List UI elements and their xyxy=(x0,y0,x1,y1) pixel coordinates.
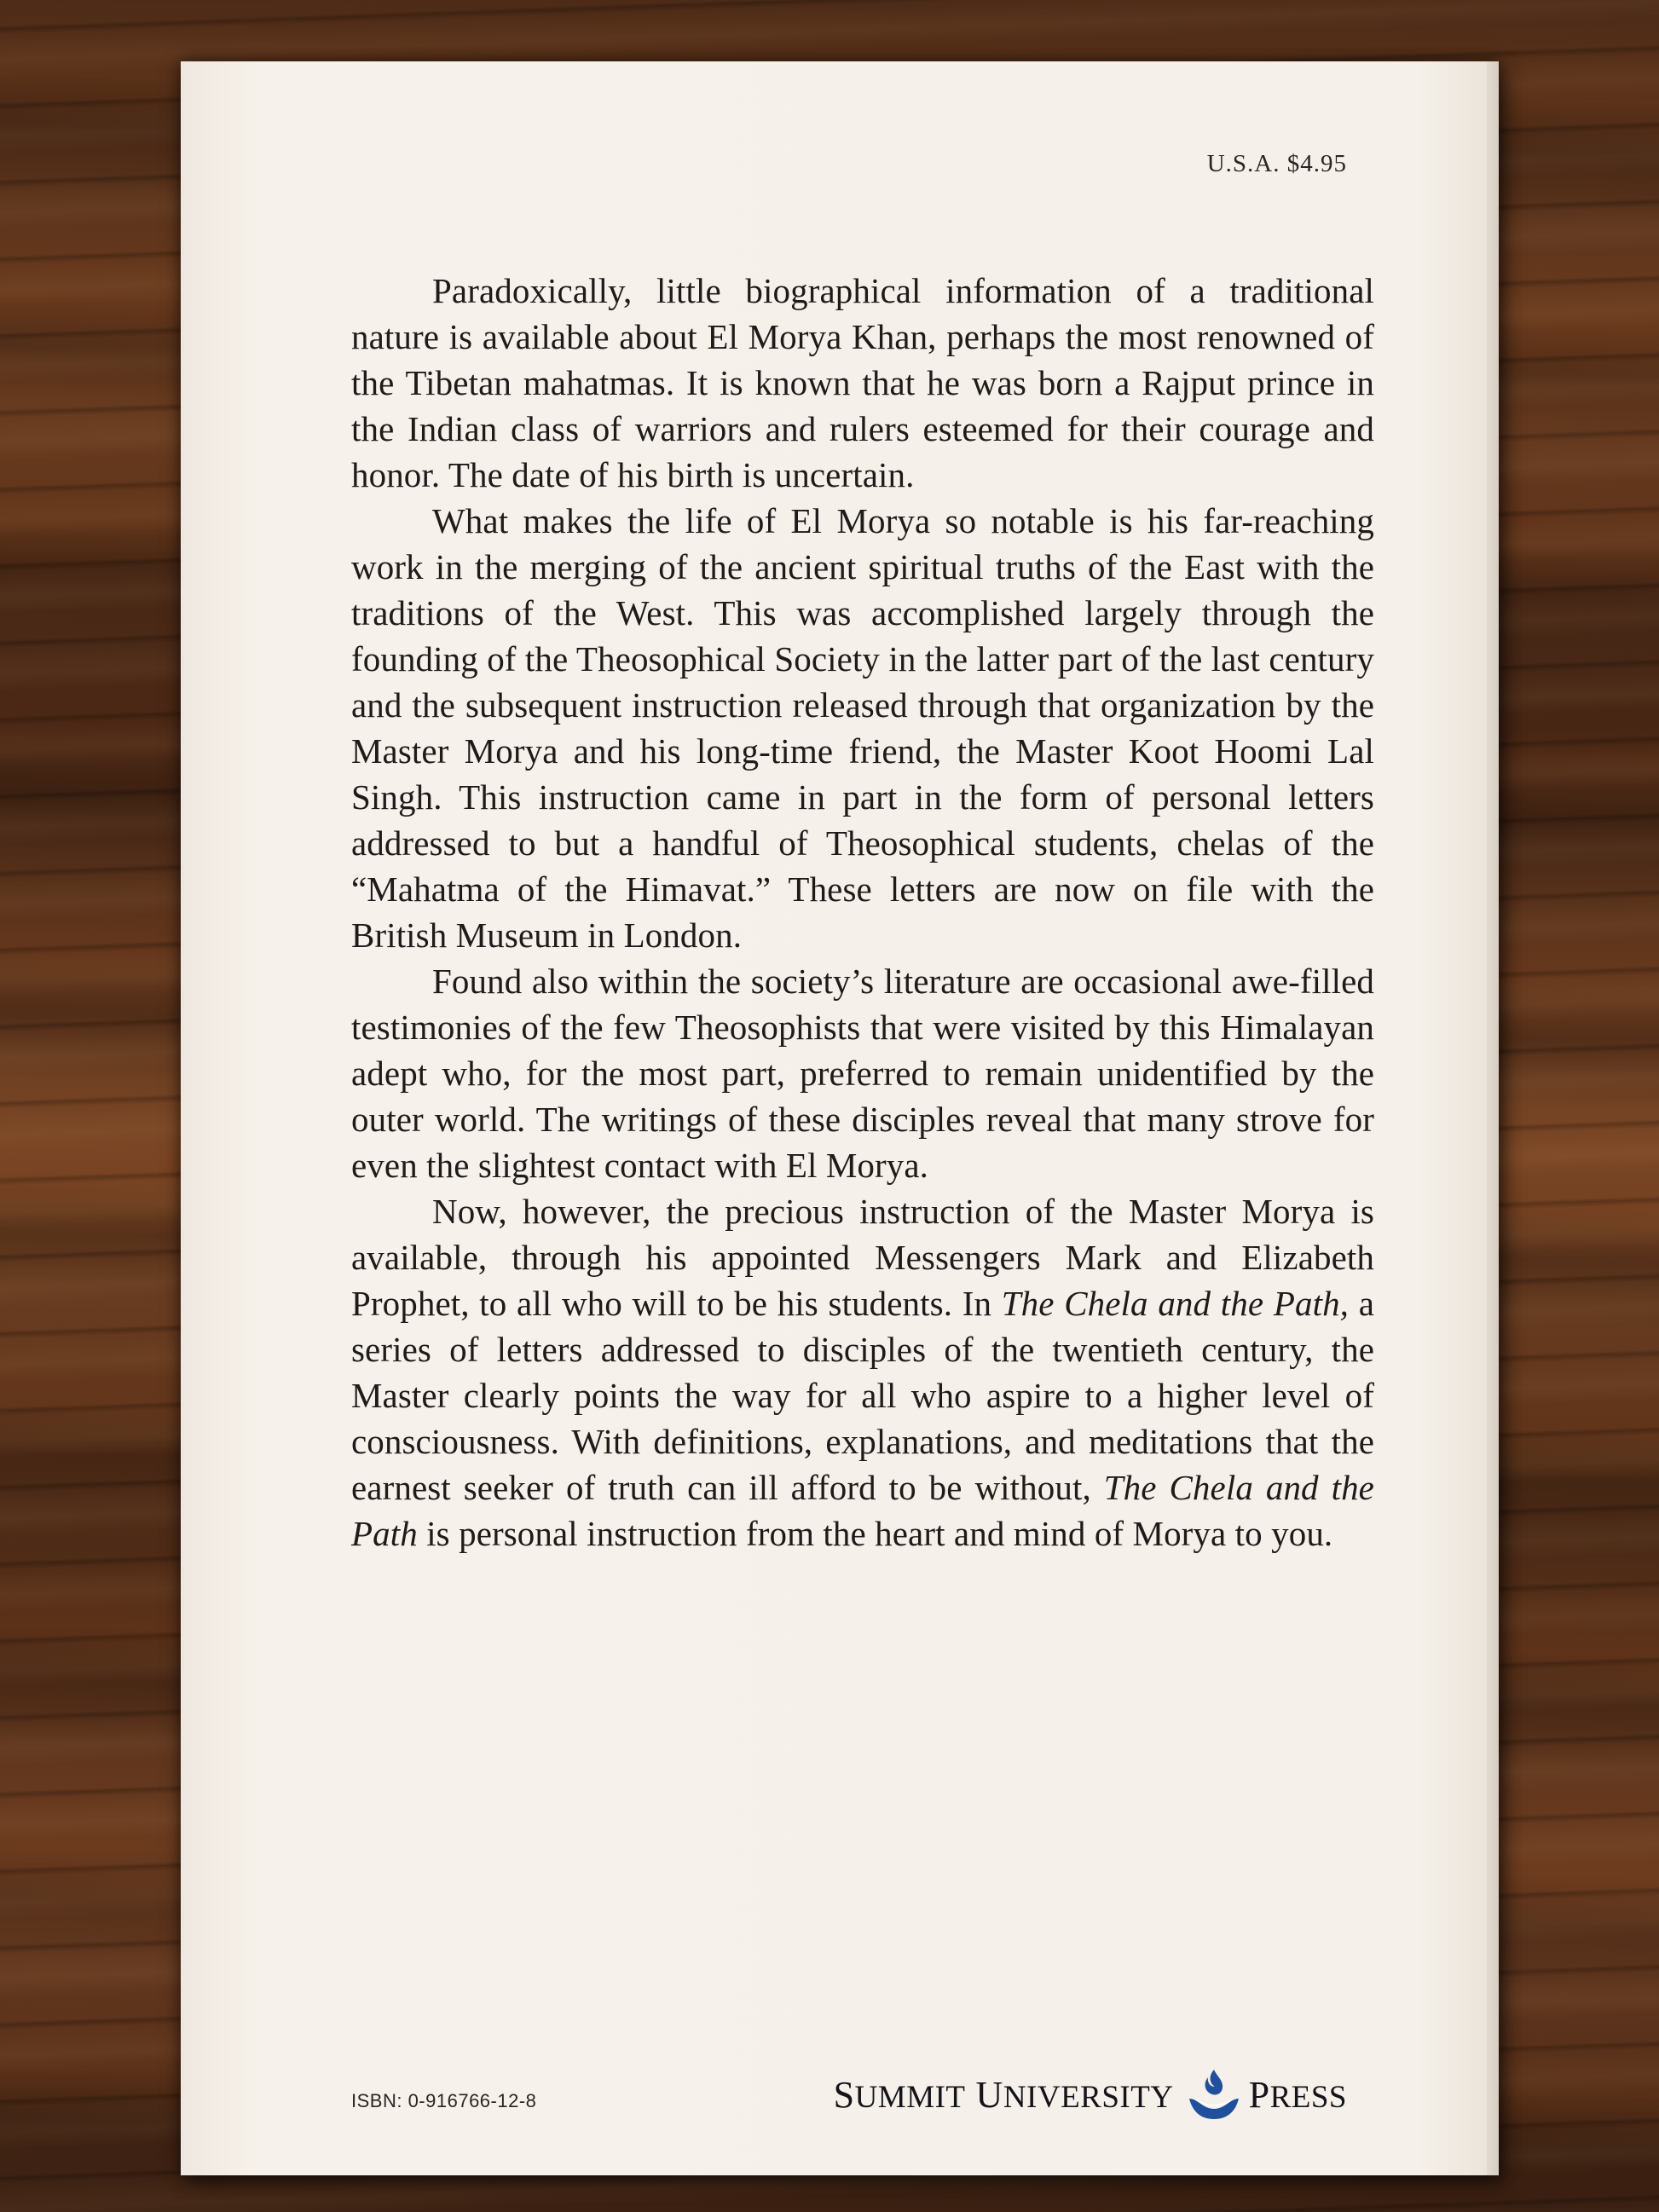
book-title-reference-1: The Chela and the Path, xyxy=(1001,1284,1350,1323)
publisher-word-university: UNIVERSITY xyxy=(975,2073,1174,2116)
blurb-paragraph-1: Paradoxically, little biographical information of a traditional nature is available about El Morya Khan, perhaps the most renowned of the Tibetan mahatmas. It is known that he was born a Rajput prince in the Indian class of warriors and rulers esteemed for their courage and honor. The date of his birth is uncertain. xyxy=(351,271,1374,494)
book-back-cover xyxy=(181,61,1499,2175)
price-label: U.S.A. $4.95 xyxy=(1206,150,1347,177)
blurb-paragraph-2: What makes the life of El Morya so notable is his far-reaching work in the merging of the ancient spiritual truths of the East with the traditions of the West. This was accomplished largely through the founding of the Theosophical Society in the latter part of the last century and the subsequent instruction released through that organization by the Master Morya and his long-time friend, the Master Koot Hoomi Lal Singh. This instruction came in part in the form of personal letters addressed to but a handful of Theosophical students, chelas of the “Mahatma of the Himavat.” These letters are now on file with the British Museum in London. xyxy=(351,501,1374,955)
blurb-p4-text-1: Now, however, the precious instruction of the Master Morya is available, through his appointed Messengers Mark and Elizabeth Prophet, to all who will to be his students. In xyxy=(351,1192,1374,1323)
publisher-word-press: PRESS xyxy=(1248,2073,1347,2116)
book-title-reference-2: The Chela and the Path xyxy=(351,1468,1374,1553)
blurb-p4-text-3: is personal instruction from the heart and mind of Morya to you. xyxy=(417,1514,1333,1553)
book-page-edge xyxy=(1487,61,1499,2175)
isbn-label: ISBN: 0-916766-12-8 xyxy=(351,2090,537,2111)
blurb-paragraph-3: Found also within the society’s literature are occasional awe-filled testimonies of the few Theosophists that were visited by this Himalayan adept who, for the most part, preferred to remain unidentified by the outer world. The writings of these disciples reveal that many strove for even the slightest contact with El Morya. xyxy=(351,962,1374,1185)
flame-wave-logo-icon xyxy=(1184,2065,1244,2124)
publisher-logo xyxy=(834,2065,1347,2124)
blurb-p4-text-2: a series of letters addressed to disciples of the twentieth century, the Master clearly points the way for all who aspire to a higher level of consciousness. With definitions, explanations, and meditations that the earnest seeker of truth can ill afford to be without, xyxy=(351,1284,1374,1507)
publisher-word-summit: SUMMIT xyxy=(833,2073,966,2116)
blurb-paragraph-4 xyxy=(351,1188,1374,1556)
blurb-text xyxy=(351,268,1374,1556)
